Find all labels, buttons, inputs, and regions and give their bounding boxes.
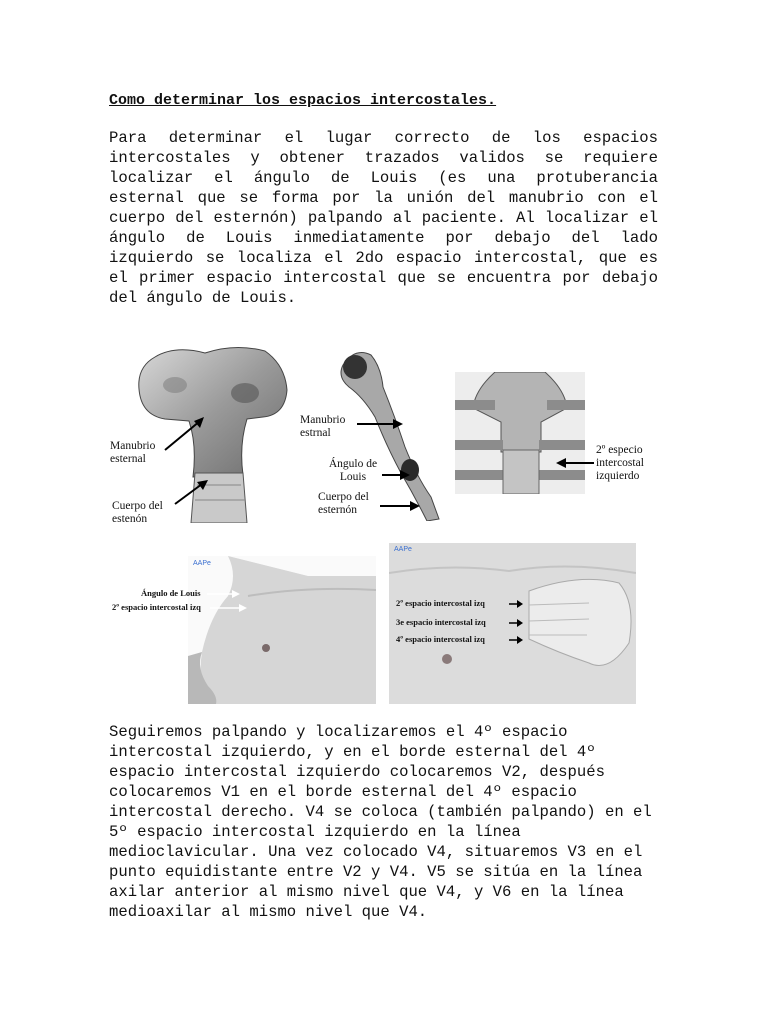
arrow-icon (208, 603, 248, 613)
label-manubrio-esternal: Manubrio esternal (110, 440, 156, 465)
document-title: Como determinar los espacios intercostales. (109, 92, 497, 109)
arrow-icon (380, 468, 412, 482)
sternum-ribs-image (455, 372, 585, 494)
arrow-icon (378, 499, 422, 513)
label-2-especio-intercostal-izquierdo: 2º especio intercostal izquierdo (596, 444, 644, 482)
arrow-icon (170, 478, 215, 508)
label-3-espacio-intercostal-izq: 3e espacio intercostal izq (396, 617, 486, 627)
aap-watermark: AAPe (193, 560, 211, 567)
electrode-placement-paragraph: Seguiremos palpando y localizaremos el 4º espacio intercostal izquierdo, y en el borde esternal del 4º espacio intercostal izquierdo colocaremos V2, después colocaremos V1 en el borde esternal del 4º espacio intercostal derecho. V4 se coloca (también palpando) en el 5º espacio intercostal izquierdo en la línea medioclavicular. Una vez colocado V4, situaremos V3 en el punto equidistante entre V2 y V4. V5 se sitúa en la línea axilar anterior al mismo nivel que V4, y V6 en la línea medioaxilar al mismo nivel que V4. (109, 723, 652, 921)
label-cuerpo-esternon: Cuerpo del esternón (318, 491, 369, 516)
arrow-icon (508, 635, 524, 645)
label-2-espacio-intercostal-photo: 2º espacio intercostal izq (112, 602, 201, 612)
label-angulo-de-louis-photo: Ángulo de Louis (141, 588, 201, 598)
label-cuerpo-estenon: Cuerpo del estenón (112, 500, 163, 525)
arrow-icon (205, 589, 241, 599)
intro-paragraph: Para determinar el lugar correcto de los espacios intercostales y obtener trazados validos se requiere localizar el ángulo de Louis (es una protuberancia esternal que se forma por la unión del manubrio con el cuerpo del esternón) palpando al paciente. Al localizar el ángulo de Louis inmediatamente por debajo del lado izquierdo se localiza el 2do espacio intercostal, que es el primer espacio intercostal que se encuentra por debajo del ángulo de Louis. (109, 129, 658, 307)
arrow-icon (355, 417, 405, 431)
arrow-icon (508, 599, 524, 609)
label-manubrio-estrnal: Manubrio estrnal (300, 414, 346, 439)
chest-side-photo (188, 556, 376, 704)
aap-watermark: AAPe (394, 546, 412, 553)
label-2-espacio-intercostal-izq: 2º espacio intercostal izq (396, 598, 485, 608)
label-angulo-de-louis: Ángulo de Louis (328, 458, 378, 483)
arrow-icon (554, 456, 596, 470)
arrow-icon (508, 618, 524, 628)
arrow-icon (160, 415, 210, 455)
label-4-espacio-intercostal-izq: 4º espacio intercostal izq (396, 634, 485, 644)
